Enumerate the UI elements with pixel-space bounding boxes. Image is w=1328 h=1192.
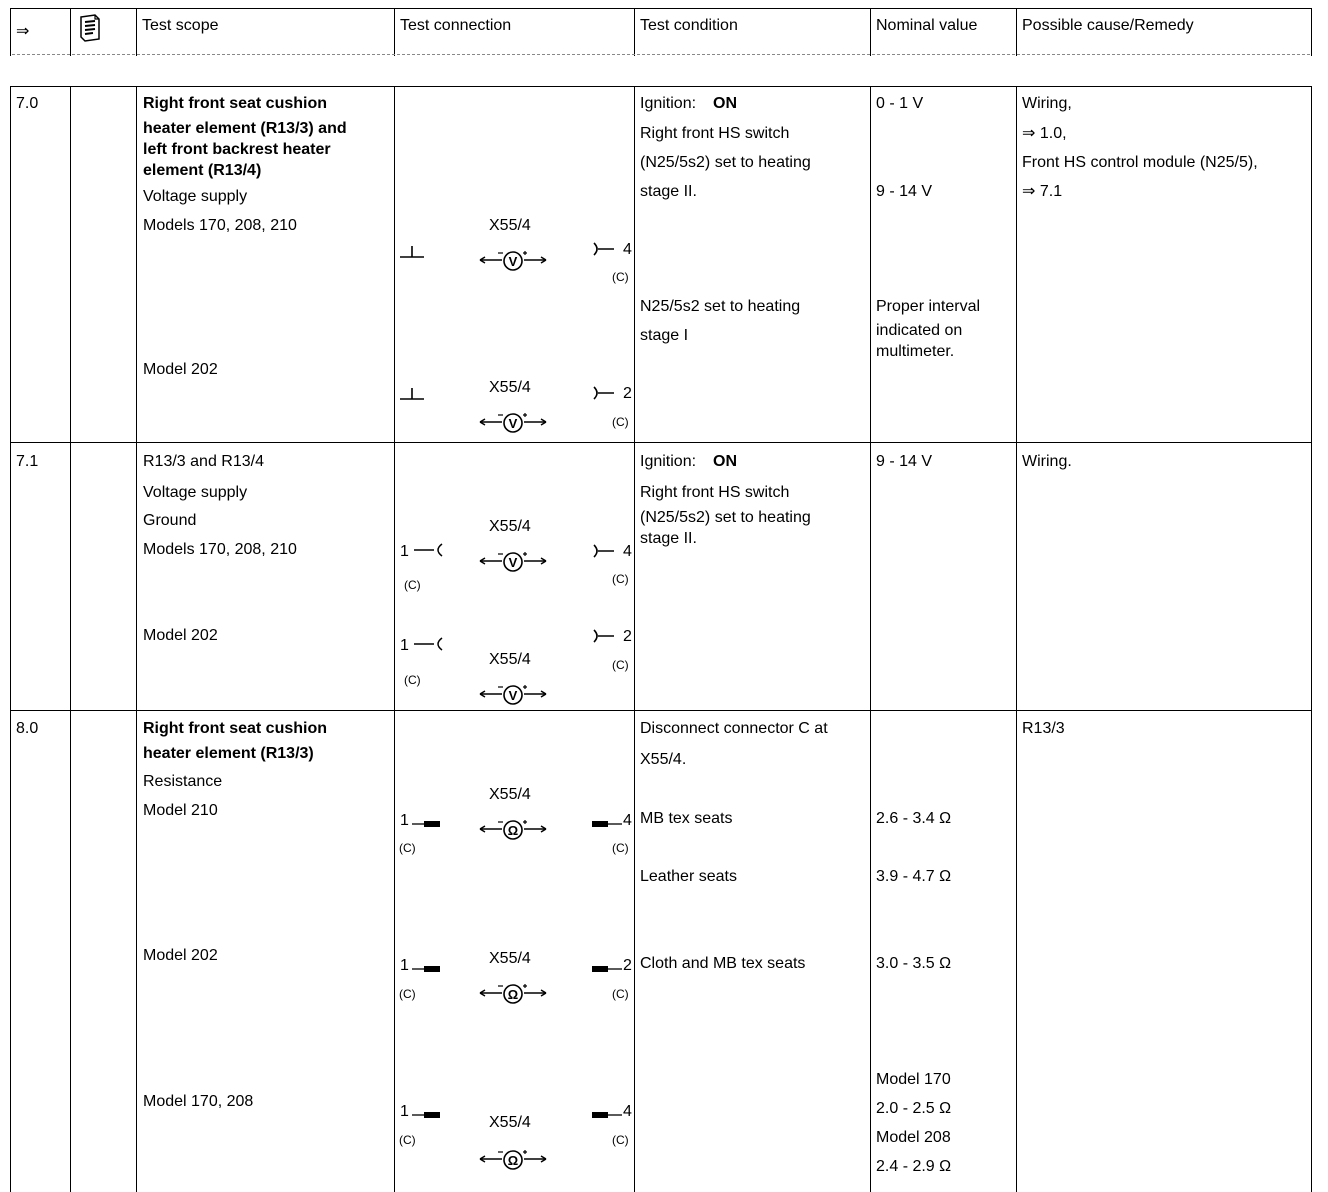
scope-line: R13/3 and R13/4 bbox=[143, 453, 264, 470]
cause-line: R13/3 bbox=[1022, 720, 1065, 737]
scope-title-line: left front backrest heater bbox=[143, 141, 331, 158]
header-test-connection: Test connection bbox=[400, 17, 512, 34]
scope-title-line: Right front seat cushion bbox=[143, 95, 327, 112]
test-lead-icon bbox=[592, 816, 622, 834]
connector-letter: (C) bbox=[399, 987, 416, 1001]
pin-number: 2 bbox=[623, 957, 632, 974]
connector-letter: (C) bbox=[612, 270, 629, 284]
condition-ignition-label: Ignition: bbox=[640, 95, 697, 112]
condition-line: Right front HS switch bbox=[640, 125, 790, 142]
cause-line: Wiring. bbox=[1022, 453, 1072, 470]
condition-ignition-state: ON bbox=[713, 95, 737, 112]
pin-number: 1 bbox=[400, 637, 409, 654]
document-icon bbox=[78, 14, 102, 47]
scope-title-line: element (R13/4) bbox=[143, 162, 262, 179]
svg-text:V: V bbox=[508, 688, 518, 703]
svg-text:Ω: Ω bbox=[507, 1153, 519, 1168]
svg-text:Ω: Ω bbox=[507, 823, 519, 838]
connector-letter: (C) bbox=[399, 1133, 416, 1147]
condition-line: stage I bbox=[640, 327, 689, 344]
nominal-value: 2.6 - 3.4 Ω bbox=[876, 810, 952, 827]
pin-number: 1 bbox=[400, 812, 409, 829]
scope-line: Voltage supply bbox=[143, 484, 248, 501]
condition-line: Cloth and MB tex seats bbox=[640, 955, 806, 972]
condition-line: (N25/5s2) set to heating bbox=[640, 154, 811, 171]
pin-number: 1 bbox=[400, 1103, 409, 1120]
connector-plug-icon bbox=[414, 543, 444, 562]
scope-title-line: heater element (R13/3) and bbox=[143, 120, 347, 137]
nominal-value: 9 - 14 V bbox=[876, 453, 933, 470]
condition-line: stage II. bbox=[640, 183, 697, 200]
condition-line: Leather seats bbox=[640, 868, 737, 885]
scope-line: Voltage supply bbox=[143, 188, 248, 205]
connector-label: X55/4 bbox=[489, 518, 531, 535]
header-arrow: ⇒ bbox=[16, 23, 30, 40]
connector-letter: (C) bbox=[404, 578, 421, 592]
nominal-value: 3.9 - 4.7 Ω bbox=[876, 868, 952, 885]
nominal-value: multimeter. bbox=[876, 343, 955, 360]
test-lead-icon bbox=[412, 816, 442, 834]
pin-number: 1 bbox=[400, 543, 409, 560]
header-test-scope: Test scope bbox=[142, 17, 219, 34]
condition-line: (N25/5s2) set to heating bbox=[640, 509, 811, 526]
test-lead-icon bbox=[412, 1107, 442, 1125]
pin-number: 4 bbox=[623, 1103, 632, 1120]
svg-text:V: V bbox=[508, 254, 518, 269]
condition-line: X55/4. bbox=[640, 751, 687, 768]
ohmmeter-icon bbox=[478, 981, 548, 1005]
svg-text:V: V bbox=[508, 416, 518, 431]
nominal-value: 2.0 - 2.5 Ω bbox=[876, 1100, 952, 1117]
connector-label: X55/4 bbox=[489, 1114, 531, 1131]
test-lead-icon bbox=[592, 961, 622, 979]
pin-number: 2 bbox=[623, 385, 632, 402]
nominal-value: Model 170 bbox=[876, 1071, 951, 1088]
connector-letter: (C) bbox=[404, 673, 421, 687]
voltmeter-icon bbox=[478, 248, 548, 272]
pin-number: 4 bbox=[623, 812, 632, 829]
condition-ignition-state: ON bbox=[713, 453, 737, 470]
scope-line: Models 170, 208, 210 bbox=[143, 217, 297, 234]
condition-line: stage II. bbox=[640, 530, 697, 547]
condition-ignition-label: Ignition: bbox=[640, 453, 697, 470]
connector-letter: (C) bbox=[612, 1133, 629, 1147]
scope-title-line: Right front seat cushion bbox=[143, 720, 327, 737]
voltmeter-icon bbox=[478, 410, 548, 434]
pin-number: 1 bbox=[400, 957, 409, 974]
pin-number: 2 bbox=[623, 628, 632, 645]
condition-line: Disconnect connector C at bbox=[640, 720, 828, 737]
pin-number: 4 bbox=[623, 543, 632, 560]
ohmmeter-icon bbox=[478, 1147, 548, 1171]
connector-letter: (C) bbox=[399, 841, 416, 855]
header-nominal-value: Nominal value bbox=[876, 17, 978, 34]
scope-line: Resistance bbox=[143, 773, 223, 790]
condition-line: N25/5s2 set to heating bbox=[640, 298, 801, 315]
step-number: 7.1 bbox=[16, 453, 39, 470]
svg-text:Ω: Ω bbox=[507, 987, 519, 1002]
header-possible-cause: Possible cause/Remedy bbox=[1022, 17, 1194, 34]
ground-symbol bbox=[400, 246, 424, 265]
cause-line: ⇒ 7.1 bbox=[1022, 183, 1063, 200]
connector-letter: (C) bbox=[612, 987, 629, 1001]
condition-line: MB tex seats bbox=[640, 810, 733, 827]
connector-socket-icon bbox=[592, 629, 614, 648]
nominal-value: indicated on bbox=[876, 322, 963, 339]
step-number: 8.0 bbox=[16, 720, 39, 737]
ohmmeter-icon bbox=[478, 817, 548, 841]
scope-title-line: heater element (R13/3) bbox=[143, 745, 314, 762]
connector-socket-icon bbox=[592, 386, 614, 405]
connector-label: X55/4 bbox=[489, 950, 531, 967]
connector-label: X55/4 bbox=[489, 786, 531, 803]
scope-line: Ground bbox=[143, 512, 197, 529]
connector-socket-icon bbox=[592, 544, 614, 563]
connector-letter: (C) bbox=[612, 841, 629, 855]
header-test-condition: Test condition bbox=[640, 17, 738, 34]
connector-letter: (C) bbox=[612, 658, 629, 672]
connector-socket-icon bbox=[592, 242, 614, 261]
nominal-value: Proper interval bbox=[876, 298, 981, 315]
connector-label: X55/4 bbox=[489, 217, 531, 234]
pin-number: 4 bbox=[623, 241, 632, 258]
scope-line: Models 170, 208, 210 bbox=[143, 541, 297, 558]
scope-line: Model 210 bbox=[143, 802, 218, 819]
nominal-value: 9 - 14 V bbox=[876, 183, 933, 200]
ground-symbol bbox=[400, 388, 424, 407]
connector-plug-icon bbox=[414, 637, 444, 656]
connector-letter: (C) bbox=[612, 415, 629, 429]
voltmeter-icon bbox=[478, 682, 548, 706]
connector-label: X55/4 bbox=[489, 651, 531, 668]
scope-line: Model 170, 208 bbox=[143, 1093, 254, 1110]
cause-line: Front HS control module (N25/5), bbox=[1022, 154, 1258, 171]
svg-text:V: V bbox=[508, 555, 518, 570]
voltmeter-icon bbox=[478, 549, 548, 573]
cause-line: Wiring, bbox=[1022, 95, 1072, 112]
connector-letter: (C) bbox=[612, 572, 629, 586]
nominal-value: 3.0 - 3.5 Ω bbox=[876, 955, 952, 972]
scope-line: Model 202 bbox=[143, 627, 218, 644]
cause-line: ⇒ 1.0, bbox=[1022, 125, 1067, 142]
condition-line: Right front HS switch bbox=[640, 484, 790, 501]
nominal-value: 2.4 - 2.9 Ω bbox=[876, 1158, 952, 1175]
test-lead-icon bbox=[592, 1107, 622, 1125]
connector-label: X55/4 bbox=[489, 379, 531, 396]
nominal-value: Model 208 bbox=[876, 1129, 951, 1146]
scope-line: Model 202 bbox=[143, 947, 218, 964]
step-number: 7.0 bbox=[16, 95, 39, 112]
scope-line: Model 202 bbox=[143, 361, 218, 378]
nominal-value: 0 - 1 V bbox=[876, 95, 924, 112]
test-lead-icon bbox=[412, 961, 442, 979]
